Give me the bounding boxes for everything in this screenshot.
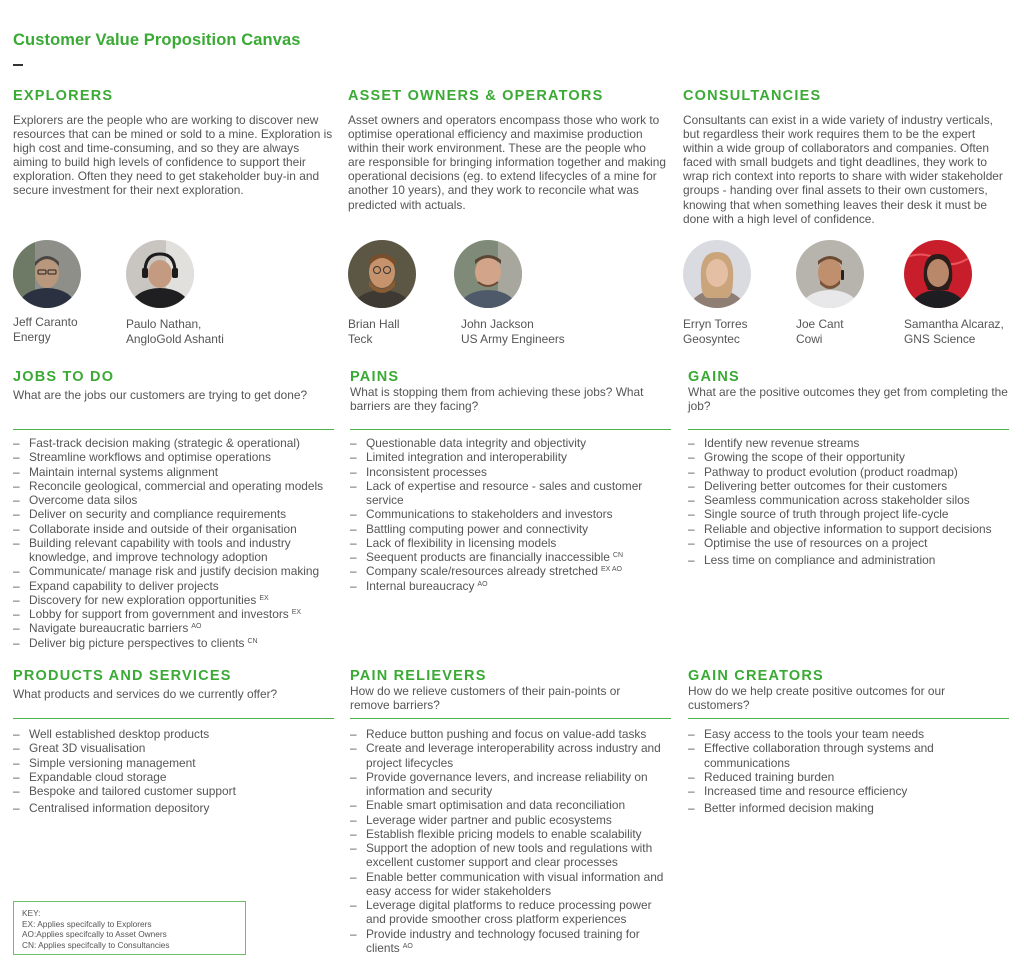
list-item-text: Less time on compliance and administration: [704, 553, 936, 567]
dash-marker: –: [350, 535, 357, 550]
segment-tag: EX AO: [600, 566, 622, 574]
list-item-text: Simple versioning management: [29, 755, 196, 770]
list-item: [13, 727, 333, 741]
list-item: [688, 727, 958, 741]
list-item: [688, 553, 1018, 567]
list-item: [13, 436, 343, 450]
list-item: [688, 770, 958, 784]
list-item-text: Overcome data silos: [29, 493, 138, 507]
list-item: [13, 564, 343, 578]
list-item-text: Leverage digital platforms to reduce processing power and provide smoother cross platform experiences: [366, 898, 652, 927]
dash-marker: –: [688, 450, 695, 465]
list-item-text: Establish flexible pricing models to enable scalability: [366, 826, 642, 841]
list-item-text: Lack of expertise and resource - sales and customer service: [366, 478, 643, 507]
person-org: Teck: [348, 332, 373, 346]
dash-marker: –: [13, 521, 20, 536]
list-item-text: Easy access to the tools your team needs: [704, 727, 925, 741]
block-heading-jobs-to-do: JOBS TO DO: [13, 369, 115, 385]
person-name-erryn-torres: [683, 317, 748, 347]
dash-marker: –: [350, 812, 357, 827]
person-name-john-jackson: [461, 317, 565, 347]
list-item: [13, 479, 343, 493]
person-org: Energy: [13, 330, 51, 344]
block-rule-jobs-to-do: [13, 429, 334, 430]
page-title: Customer Value Proposition Canvas: [13, 31, 301, 49]
list-item-text: Growing the scope of their opportunity: [704, 450, 905, 465]
segment-tag: CN: [247, 637, 258, 645]
dash-marker: –: [688, 521, 695, 536]
person-name: Brian Hall: [348, 317, 400, 331]
dash-marker: –: [13, 769, 20, 784]
legend-key-box: [13, 901, 246, 955]
person-org: US Army Engineers: [461, 332, 565, 346]
list-item-text: Seequent products are financially inaccessible: [366, 550, 610, 564]
block-question-gains: What are the positive outcomes they get from completing the job?: [688, 385, 1008, 414]
segment-tag: EX: [291, 609, 302, 616]
list-item-text: Provide industry and technology focused training for clients: [366, 926, 640, 955]
block-question-pains: What is stopping them from achieving these jobs? What barriers are they facing?: [350, 385, 644, 414]
list-item: [350, 507, 655, 521]
list-item-text: Delivering better outcomes for their customers: [704, 478, 948, 493]
segment-tag: AO: [477, 580, 488, 588]
segment-tag: CN: [612, 552, 624, 559]
list-item: [13, 741, 333, 755]
list-item: [688, 741, 958, 770]
dash-marker: –: [688, 784, 695, 798]
list-item-text: Expandable cloud storage: [29, 769, 167, 784]
title-dash-divider: [13, 64, 23, 66]
dash-marker: –: [13, 478, 20, 493]
list-item-text: Battling computing power and connectivity: [366, 521, 589, 536]
dash-marker: –: [13, 607, 20, 621]
list-item-text: Communications to stakeholders and investors: [366, 507, 613, 522]
dash-marker: –: [350, 478, 357, 493]
block-question-products-services: What products and services do we currently offer?: [13, 687, 278, 701]
dash-marker: –: [688, 478, 695, 493]
list-item: [350, 741, 672, 770]
list-item-text: Enable better communication with visual information and easy access for wider stakeholders: [366, 869, 664, 898]
list-item: [688, 784, 958, 798]
list-item-text: Expand capability to deliver projects: [29, 578, 219, 593]
list-item: [13, 593, 343, 607]
block-rule-gains: [688, 429, 1009, 430]
segment-heading-consultancies: CONSULTANCIES: [683, 88, 822, 104]
segment-tag: AO: [191, 623, 202, 631]
list-item-text: Well established desktop products: [29, 727, 210, 741]
block-question-jobs-to-do: What are the jobs our customers are trying to get done?: [13, 388, 308, 402]
person-name-joe-cant: [796, 317, 844, 347]
dash-marker: –: [350, 741, 357, 756]
list-item: [13, 621, 343, 635]
list-item-text: Single source of truth through project life-cycle: [704, 507, 949, 522]
dash-marker: –: [13, 741, 20, 756]
segment-heading-explorers: EXPLORERS: [13, 88, 114, 104]
list-item: [688, 801, 958, 815]
person-org: Geosyntec: [683, 332, 740, 346]
dash-marker: –: [350, 841, 357, 855]
dash-marker: –: [688, 769, 695, 784]
block-heading-pain-relievers: PAIN RELIEVERS: [350, 668, 487, 684]
dash-marker: –: [688, 535, 695, 550]
list-item: [350, 579, 655, 593]
list-item-text: Reduced training burden: [704, 769, 835, 784]
list-item: [688, 450, 1018, 464]
block-heading-pains: PAINS: [350, 369, 400, 385]
list-item: [13, 579, 343, 593]
list-item-text: Enable smart optimisation and data reconciliation: [366, 798, 626, 813]
segment-heading-asset-owners: ASSET OWNERS & OPERATORS: [348, 88, 604, 104]
list-item-text: Navigate bureaucratic barriers: [29, 621, 189, 636]
dash-marker: –: [688, 727, 695, 741]
person-org: GNS Science: [904, 332, 976, 346]
list-item: [350, 479, 655, 508]
dash-marker: –: [13, 621, 20, 636]
block-question-gain-creators: How do we help create positive outcomes for our customers?: [688, 684, 946, 713]
key-line-consultancies: CN: Applies specifcally to Consultancies: [22, 939, 170, 950]
segment-description-consultancies: Consultants can exist in a wide variety of industry verticals, but regardless their work requires them to be the expert within a wide group of collaborators and companies. Often faced with small budgets and tight deadlines, they work to wrap rich context into reports to share with wider stakeholder groups - handing over final assets to their own customers, knowing that when something leaves their desk it must be done with a high level of confidence.: [683, 113, 1003, 226]
list-item-text: Centralised information depository: [29, 801, 210, 816]
list-item-text: Collaborate inside and outside of their organisation: [29, 521, 297, 536]
block-heading-gains: GAINS: [688, 369, 740, 385]
dash-marker: –: [688, 741, 695, 756]
list-item-text: Internal bureaucracy: [366, 578, 475, 593]
list-item: [350, 564, 655, 578]
person-name-jeff-caranto: [13, 315, 78, 345]
dash-marker: –: [350, 550, 357, 564]
key-title: KEY:: [22, 908, 41, 918]
dash-marker: –: [13, 727, 20, 741]
dash-marker: –: [350, 898, 357, 912]
person-name: Samantha Alcaraz,: [904, 317, 1004, 331]
dash-marker: –: [350, 869, 357, 884]
list-item: [13, 801, 333, 815]
dash-marker: –: [350, 826, 357, 841]
avatar-jeff-caranto: [13, 240, 81, 308]
person-name: Jeff Caranto: [13, 315, 78, 329]
list-item-text: Lack of flexibility in licensing models: [366, 535, 557, 550]
dash-marker: –: [13, 564, 20, 579]
segment-tag: AO: [402, 942, 413, 950]
block-heading-gain-creators: GAIN CREATORS: [688, 668, 824, 684]
list-item: [350, 827, 672, 841]
list-item: [350, 436, 655, 450]
list-jobs-to-do: [13, 436, 343, 650]
dash-marker: –: [688, 436, 695, 450]
person-org: Cowi: [796, 332, 823, 346]
dash-marker: –: [350, 727, 357, 741]
dash-marker: –: [13, 784, 20, 798]
list-item-text: Identify new revenue streams: [704, 436, 860, 450]
list-item: [350, 536, 655, 550]
list-item-text: Pathway to product evolution (product roadmap): [704, 464, 958, 479]
dash-marker: –: [13, 578, 20, 593]
list-item-text: Leverage wider partner and public ecosystems: [366, 812, 612, 827]
list-gain-creators: [688, 727, 958, 816]
dash-marker: –: [350, 926, 357, 941]
person-org: AngloGold Ashanti: [126, 332, 224, 346]
list-item-text: Optimise the use of resources on a project: [704, 535, 928, 550]
list-item-text: Effective collaboration through systems and communications: [704, 741, 934, 770]
list-item: [13, 607, 343, 621]
avatar-john-jackson: [454, 240, 522, 308]
dash-marker: –: [13, 801, 20, 816]
list-item: [350, 550, 655, 564]
dash-marker: –: [350, 578, 357, 593]
list-item-text: Reduce button pushing and focus on value-add tasks: [366, 727, 647, 741]
block-rule-pains: [350, 429, 671, 430]
person-name: John Jackson: [461, 317, 534, 331]
list-item-text: Discovery for new exploration opportunities: [29, 592, 257, 607]
list-item: [688, 465, 1018, 479]
list-item: [13, 465, 343, 479]
list-item-text: Increased time and resource efficiency: [704, 784, 908, 798]
key-line-asset-owners: AO:Applies specifcally to Asset Owners: [22, 929, 167, 939]
list-item-text: Bespoke and tailored customer support: [29, 784, 236, 798]
list-item: [688, 436, 1018, 450]
list-item: [350, 770, 672, 799]
list-item: [350, 813, 672, 827]
list-item-text: Maintain internal systems alignment: [29, 464, 219, 479]
avatar-brian-hall: [348, 240, 416, 308]
person-name: Paulo Nathan,: [126, 317, 202, 331]
dash-marker: –: [688, 464, 695, 479]
person-name: Joe Cant: [796, 317, 844, 331]
list-item-text: Streamline workflows and optimise operations: [29, 450, 271, 465]
list-item-text: Lobby for support from government and investors: [29, 607, 289, 621]
key-line-explorers: EX: Applies specifcally to Explorers: [22, 918, 152, 929]
dash-marker: –: [350, 798, 357, 813]
segment-description-asset-owners: Asset owners and operators encompass those who work to optimise operational efficiency and maximise production within their work environment. These are the people who are responsible for bringing information together and making operational decisions (eg. to extend lifecycles of a mine for another 10 years), and they work to reconcile what was predicted with actuals.: [348, 113, 666, 212]
dash-marker: –: [350, 436, 357, 450]
block-heading-products-services: PRODUCTS AND SERVICES: [13, 668, 232, 684]
list-gains: [688, 436, 1018, 567]
list-item-text: Support the adoption of new tools and regulations with excellent customer support and clear processes: [366, 841, 653, 870]
list-item-text: Create and leverage interoperability across industry and project lifecycles: [366, 741, 661, 770]
list-item: [13, 770, 333, 784]
dash-marker: –: [688, 801, 695, 816]
block-question-pain-relievers: How do we relieve customers of their pain-points or remove barriers?: [350, 684, 621, 713]
avatar-joe-cant: [796, 240, 864, 308]
list-item: [350, 927, 672, 956]
dash-marker: –: [688, 507, 695, 522]
list-item: [13, 507, 343, 521]
list-item: [13, 756, 333, 770]
list-item: [350, 841, 672, 870]
list-item: [350, 465, 655, 479]
dash-marker: –: [13, 592, 20, 607]
list-item: [688, 493, 1018, 507]
list-item-text: Deliver big picture perspectives to clients: [29, 635, 245, 650]
list-item: [13, 536, 343, 565]
person-name-paulo-nathan: [126, 317, 224, 347]
dash-marker: –: [13, 535, 20, 550]
list-item: [13, 784, 333, 798]
list-item-text: Questionable data integrity and objectivity: [366, 436, 587, 450]
dash-marker: –: [13, 755, 20, 770]
list-item: [13, 636, 343, 650]
list-item: [350, 727, 672, 741]
person-name-samantha-alcaraz: [904, 317, 1004, 347]
list-item-text: Limited integration and interoperability: [366, 450, 567, 465]
list-item: [350, 870, 672, 899]
block-rule-products-services: [13, 718, 334, 719]
dash-marker: –: [688, 493, 695, 507]
list-item-text: Reconcile geological, commercial and operating models: [29, 478, 324, 493]
list-item-text: Fast-track decision making (strategic & operational): [29, 436, 300, 450]
dash-marker: –: [13, 464, 20, 479]
dash-marker: –: [350, 564, 357, 579]
dash-marker: –: [350, 464, 357, 479]
dash-marker: –: [13, 436, 20, 450]
person-name: Erryn Torres: [683, 317, 748, 331]
dash-marker: –: [350, 521, 357, 536]
list-products-services: [13, 727, 333, 816]
list-item: [688, 536, 1018, 550]
dash-marker: –: [13, 493, 20, 507]
list-item: [13, 493, 343, 507]
list-pains: [350, 436, 655, 593]
person-name-brian-hall: [348, 317, 400, 347]
avatar-samantha-alcaraz: [904, 240, 972, 308]
dash-marker: –: [13, 450, 20, 465]
list-item: [350, 898, 672, 927]
segment-tag: EX: [259, 594, 269, 602]
list-item-text: Better informed decision making: [704, 801, 874, 816]
avatar-erryn-torres: [683, 240, 751, 308]
list-item-text: Communicate/ manage risk and justify decision making: [29, 564, 320, 579]
list-item: [688, 507, 1018, 521]
list-item: [350, 798, 672, 812]
list-item: [13, 450, 343, 464]
list-item: [350, 450, 655, 464]
block-rule-gain-creators: [688, 718, 1009, 719]
list-pain-relievers: [350, 727, 672, 955]
list-item-text: Provide governance levers, and increase reliability on information and security: [366, 769, 648, 798]
list-item-text: Company scale/resources already stretched: [366, 564, 598, 579]
list-item-text: Building relevant capability with tools and industry knowledge, and improve technology adoption: [29, 535, 291, 564]
list-item: [688, 522, 1018, 536]
list-item-text: Great 3D visualisation: [29, 741, 146, 756]
dash-marker: –: [13, 507, 20, 522]
list-item: [13, 522, 343, 536]
block-rule-pain-relievers: [350, 718, 671, 719]
list-item-text: Seamless communication across stakeholder silos: [704, 493, 970, 507]
list-item-text: Reliable and objective information to support decisions: [704, 521, 992, 536]
list-item: [350, 522, 655, 536]
dash-marker: –: [350, 769, 357, 784]
dash-marker: –: [688, 553, 695, 567]
list-item-text: Inconsistent processes: [366, 464, 487, 479]
dash-marker: –: [350, 450, 357, 465]
dash-marker: –: [13, 635, 20, 650]
list-item-text: Deliver on security and compliance requirements: [29, 507, 287, 522]
segment-description-explorers: Explorers are the people who are working to discover new resources that can be mined or sold to a mine. Exploration is high cost and time-consuming, and so they are always aiming to build high levels of confidence to support their exploration. Often they need to get stakeholder buy-in and secure investment for their next exploration.: [13, 113, 333, 198]
avatar-paulo-nathan: [126, 240, 194, 308]
dash-marker: –: [350, 507, 357, 522]
list-item: [688, 479, 1018, 493]
